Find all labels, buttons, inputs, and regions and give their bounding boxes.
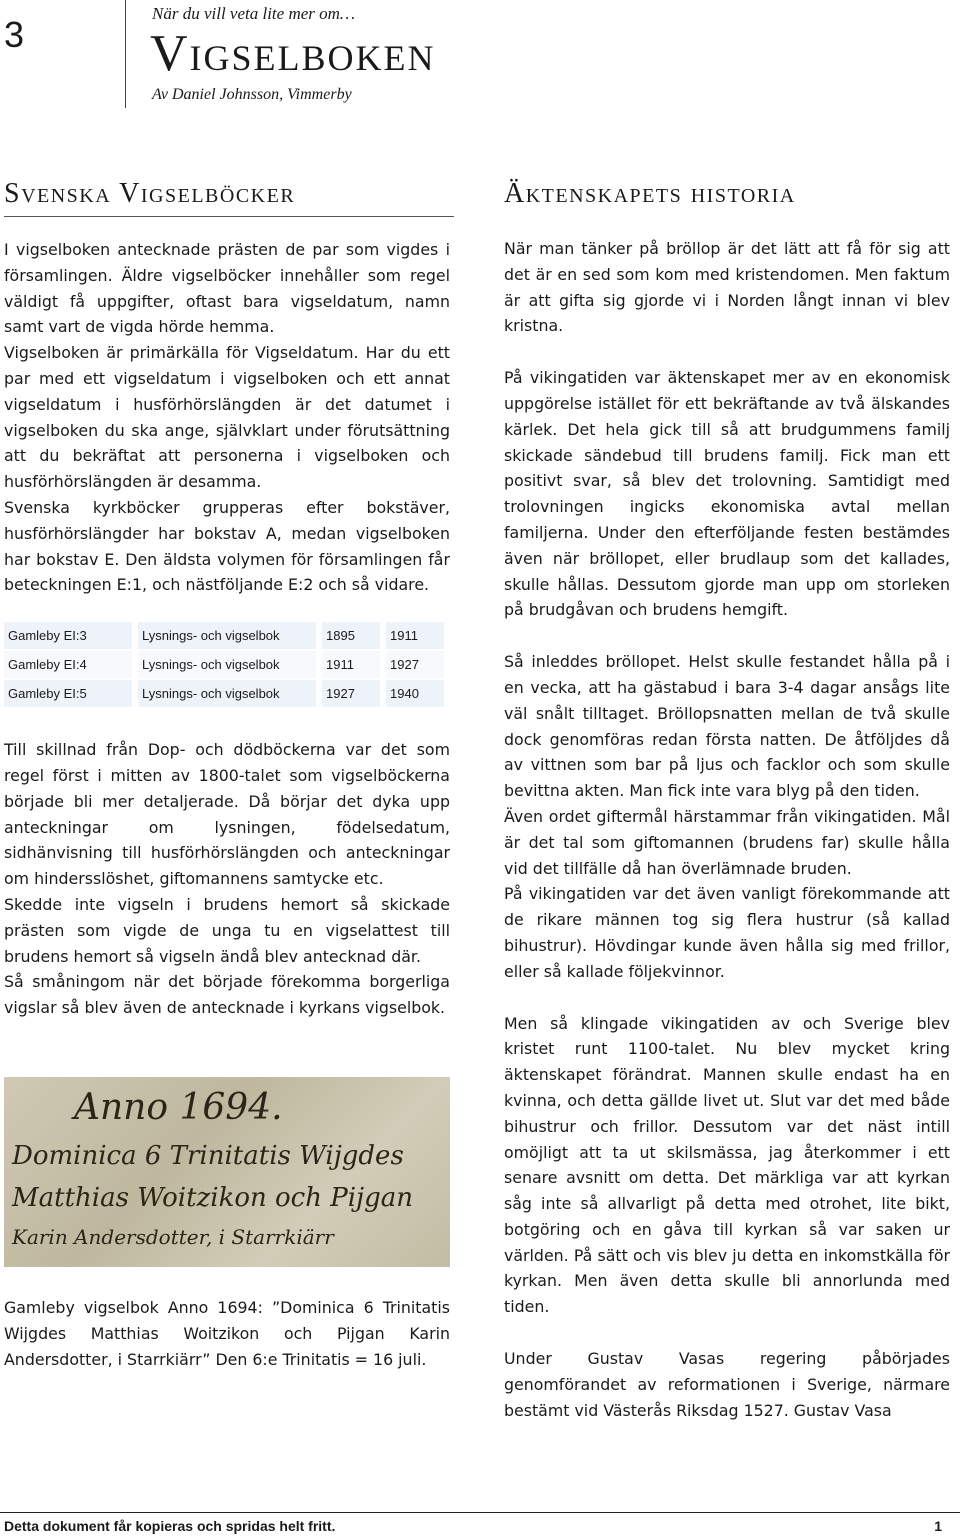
- to-year-cell: 1911: [383, 622, 444, 650]
- paragraph: Skedde inte vigseln i brudens hemort så skickade prästen som vigde de unga tu en vigselattest till brudens hemort så vigseln ändå blev antecknad där.: [4, 894, 450, 966]
- paragraph: Så inleddes bröllopet. Helst skulle festandet hålla på i en vecka, att ha gästabud i bara 3-4 dagar ansågs lite väl snålt tilltaget. Bröllopsnatten mellan de två skulle dock genomföras redan första natten. De åtföljdes då av vittnen som bar på ljus och facklor och som skulle bevittna akten. Man fick inte vara blyg på den tiden.: [504, 652, 950, 801]
- paragraph: Under Gustav Vasas regering påbörjades genomförandet av reformationen i Sverige, närmare bestämt vid Västerås Riksdag 1527. Gustav Vasa: [504, 1349, 950, 1420]
- table-row: [4, 679, 444, 708]
- image-caption: Gamleby vigselbok Anno 1694: ”Dominica 6 Trinitatis Wijgdes Matthias Woitzikon och Pijgan Karin Andersdotter, i Starrkiärr” Den 6:e Trinitatis = 16 juli.: [4, 1297, 450, 1369]
- volume-cell: Gamleby EI:4: [4, 650, 135, 679]
- type-cell: Lysnings- och vigselbok: [135, 679, 319, 708]
- volume-cell: Gamleby EI:3: [4, 622, 135, 650]
- manuscript-line: Matthias Woitzikon och Pijgan: [12, 1182, 413, 1213]
- paragraph: Svenska kyrkböcker grupperas efter bokstäver, husförhörslängder har bokstav A, medan vigselboken har bokstav E. Den äldsta volymen för församlingen får beteckningen E:1, och nästföljande E:2 och så vidare.: [4, 497, 450, 595]
- left-column: [4, 178, 450, 1372]
- table-row: [4, 622, 444, 650]
- paragraph: Även ordet giftermål härstammar från vikingatiden. Mål är det tal som giftomannen (brudens far) skulle hålla vid det tillfälle då han överlämnade bruden.: [504, 806, 950, 878]
- to-year-cell: 1927: [383, 650, 444, 679]
- from-year-cell: 1895: [319, 622, 383, 650]
- type-cell: Lysnings- och vigselbok: [135, 622, 319, 650]
- manuscript-image: [4, 1077, 450, 1267]
- footer-divider: [0, 1512, 960, 1513]
- volume-cell: Gamleby EI:5: [4, 679, 135, 708]
- footer-page-number: 1: [934, 1518, 942, 1534]
- header-kicker: När du vill veta lite mer om…: [152, 4, 356, 23]
- from-year-cell: 1911: [319, 650, 383, 679]
- to-year-cell: 1940: [383, 679, 444, 708]
- paragraph: Så småningom när det började förekomma borgerliga vigslar så blev även de antecknade i kyrkans vigselbok.: [4, 972, 450, 1018]
- paragraph: På vikingatiden var det även vanligt förekommande att de rikare männen tog sig flera hustrur (så kallad bihustrur). Hövdingar kunde även hålla sig med frillor, eller så kallade följekvinnor.: [504, 884, 950, 981]
- right-column: [504, 178, 950, 1423]
- byline: Av Daniel Johnsson, Vimmerby: [152, 86, 352, 103]
- table-row: [4, 650, 444, 679]
- paragraph: När man tänker på bröllop är det lätt att få för sig att det är en sed som kom med kristendomen. Men faktum är att gifta sig gjorde vi i Norden långt innan vi blev kristna.: [504, 239, 950, 336]
- from-year-cell: 1927: [319, 679, 383, 708]
- paragraph: Vigselboken är primärkälla för Vigseldatum. Har du ett par med ett vigseldatum i vigselboken och ett annat vigseldatum i husförhörslängden är det datumet i vigselboken du ska ange, självklart under förutsättning att du bekräftat att personerna i vigselboken och husförhörslängden är desamma.: [4, 343, 450, 492]
- paragraph: Men så klingade vikingatiden av och Sverige blev kristet runt 1100-talet. Nu blev mycket kring äktenskapet förändrat. Mannen skulle endast ha en kvinna, och detta gällde livet ut. Slut var det med både bihustrur och frillor. Dessutom var det näst intill omöjligt att ta ut skilsmässa, jag återkommer i ett senare avsnitt om detta. Det märkliga var att kyrkan såg inte så allvarligt på detta med otrohet, lite bikt, botgöring och en gåva till kyrkan så var saken ur världen. På sätt och vis blev ju detta en inkomstkälla för kyrkan. Men även detta skulle bli annorlunda med tiden.: [504, 1013, 950, 1317]
- section-heading-vigselbocker: Svenska Vigselböcker: [4, 178, 454, 217]
- paragraph: I vigselboken antecknade prästen de par som vigdes i församlingen. Äldre vigselböcker innehåller som regel väldigt få uppgifter, oftast bara vigseldatum, namn samt vart de vigda hörde hemma.: [4, 240, 450, 337]
- header-divider: [125, 0, 126, 108]
- type-cell: Lysnings- och vigselbok: [135, 650, 319, 679]
- paragraph: På vikingatiden var äktenskapet mer av en ekonomisk uppgörelse istället för ett bekräftande av två älskandes kärlek. Det hela gick till så att brudgummens familj skickade sändebud till brudens familj. Fick man ett positivt svar, så blev det trolovning. Samtidigt med trolovningen ingicks ekonomiska avtal mellan familjerna. Under den efterföljande festen bestämdes även när bröllopet, eller brudlaup som det kallades, skulle hållas. Dessutom gjorde man upp om storleken på brudgåvan och brudens hemgift.: [504, 368, 950, 620]
- paragraph: Till skillnad från Dop- och dödböckerna var det som regel först i mitten av 1800-talet som vigselböckerna började bli mer detaljerade. Då börjar det dyka upp anteckningar om lysningen, födelsedatum, sidhänvisning till husförhörslängden och anteckningar om hindersslöshet, giftomannens samtycke etc.: [4, 740, 450, 889]
- section-heading-aktenskapets-historia: Äktenskapets historia: [504, 178, 796, 209]
- footer-notice: Detta dokument får kopieras och spridas helt fritt.: [4, 1518, 336, 1534]
- page-number: 3: [4, 14, 25, 55]
- manuscript-line: Dominica 6 Trinitatis Wijgdes: [12, 1140, 404, 1171]
- volume-table: [4, 622, 444, 709]
- manuscript-line: Anno 1694.: [74, 1086, 283, 1128]
- manuscript-line: Karin Andersdotter, i Starrkiärr: [12, 1224, 334, 1249]
- page-title: Vigselboken: [150, 25, 436, 82]
